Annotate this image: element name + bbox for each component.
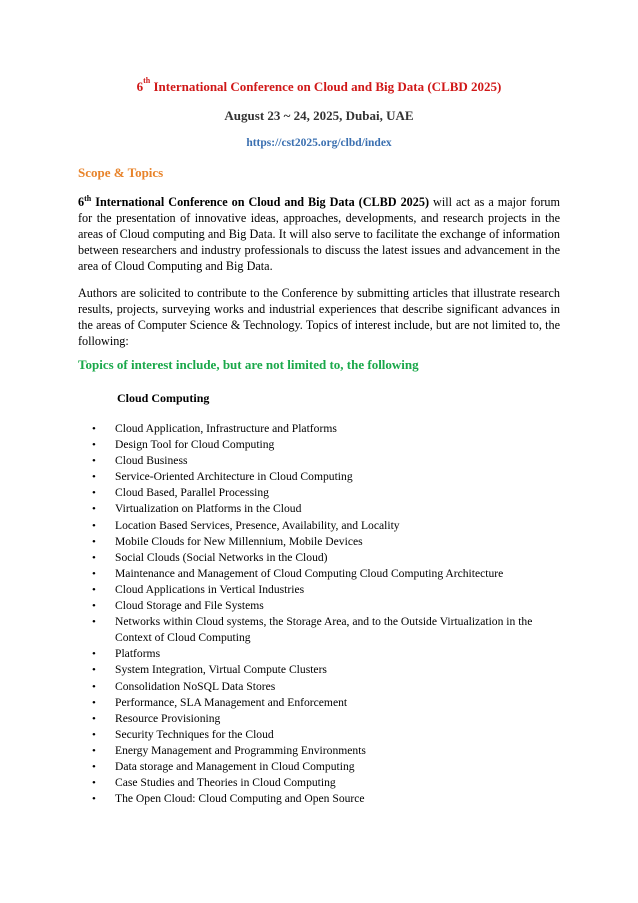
topic-list-item-text: Cloud Storage and File Systems bbox=[115, 599, 264, 613]
topic-list-item bbox=[92, 727, 562, 743]
topic-list-item bbox=[92, 469, 562, 485]
bullet-icon: • bbox=[92, 503, 96, 516]
intro-bold-rest: International Conference on Cloud and Big Data (CLBD 2025) bbox=[91, 195, 430, 209]
bullet-icon: • bbox=[92, 439, 96, 452]
topic-list-item-text: Consolidation NoSQL Data Stores bbox=[115, 679, 276, 693]
bullet-icon: • bbox=[92, 471, 96, 484]
topic-list-item bbox=[92, 775, 562, 791]
topic-list-item-text: Cloud Business bbox=[115, 454, 188, 468]
topic-list-item bbox=[92, 550, 562, 566]
intro-text: will act as a major forum for the presentation of innovative ideas, approaches, developments, and research projects in the areas of Cloud computing and Big Data. It will also serve to facilitate the exchange of information between researchers and industry professionals to discuss the latest issues and advancement in the area of Cloud Computing and Big Data. bbox=[78, 195, 560, 273]
conference-url-link[interactable]: https://cst2025.org/clbd/index bbox=[246, 137, 392, 149]
topic-list-item-text: Platforms bbox=[115, 647, 161, 661]
topic-list-item-text: System Integration, Virtual Compute Clusters bbox=[115, 663, 327, 677]
topic-list-item bbox=[92, 679, 562, 695]
topics-heading: Topics of interest include, but are not limited to, the following bbox=[78, 357, 419, 372]
bullet-icon: • bbox=[92, 744, 96, 757]
topic-list-item-text: Cloud Application, Infrastructure and Platforms bbox=[115, 422, 337, 435]
bullet-icon: • bbox=[92, 519, 96, 532]
topic-list-item bbox=[92, 791, 562, 807]
conference-date: August 23 ~ 24, 2025, Dubai, UAE bbox=[224, 108, 414, 123]
topic-list-item-text: Virtualization on Platforms in the Cloud bbox=[115, 502, 302, 516]
bullet-icon: • bbox=[92, 777, 96, 790]
bullet-icon: • bbox=[92, 535, 96, 548]
bullet-icon: • bbox=[92, 616, 96, 629]
bullet-icon: • bbox=[92, 664, 96, 677]
title-superscript: th bbox=[143, 76, 151, 85]
bullet-icon: • bbox=[92, 567, 96, 580]
topic-list-item bbox=[92, 421, 562, 437]
topic-list-item-text: Mobile Clouds for New Millennium, Mobile Devices bbox=[115, 534, 363, 548]
topic-list-item-text: Energy Management and Programming Environments bbox=[115, 743, 366, 757]
bullet-icon: • bbox=[92, 600, 96, 613]
bullet-icon: • bbox=[92, 583, 96, 596]
bullet-icon: • bbox=[92, 696, 96, 709]
topic-list-item-text: Resource Provisioning bbox=[115, 711, 221, 725]
topic-list-item-text: Security Techniques for the Cloud bbox=[115, 727, 274, 741]
bullet-icon: • bbox=[92, 455, 96, 468]
topic-list-item-text: Case Studies and Theories in Cloud Computing bbox=[115, 776, 336, 790]
topic-list-item-text: The Open Cloud: Cloud Computing and Open Source bbox=[115, 792, 365, 806]
topic-list-item bbox=[92, 566, 562, 582]
topic-list-item-text: Maintenance and Management of Cloud Computing Cloud Computing Architecture bbox=[115, 566, 504, 580]
topic-list-item-text: Location Based Services, Presence, Availability, and Locality bbox=[115, 518, 400, 532]
bullet-icon: • bbox=[92, 793, 96, 806]
title-prefix: 6 bbox=[136, 79, 144, 94]
topic-list-item bbox=[92, 711, 562, 727]
intro-paragraph bbox=[78, 194, 560, 274]
bullet-icon: • bbox=[92, 487, 96, 500]
conference-title bbox=[0, 76, 638, 95]
topic-list-item-text: Networks within Cloud systems, the Storage Area, and to the Outside Virtualization in the Context of Cloud Computing bbox=[115, 615, 533, 645]
topic-list-item bbox=[92, 582, 562, 598]
authors-paragraph: Authors are solicited to contribute to the Conference by submitting articles that illustrate research results, projects, surveying works and industrial experiences that describe significant advances in the areas of Computer Science & Technology. Topics of interest include, but are not limited to, the following: bbox=[78, 286, 560, 348]
cloud-computing-subheading: Cloud Computing bbox=[117, 391, 210, 405]
scope-heading: Scope & Topics bbox=[78, 165, 164, 180]
topic-list-item-text: Performance, SLA Management and Enforcement bbox=[115, 695, 348, 709]
topic-list-item bbox=[92, 695, 562, 711]
bullet-icon: • bbox=[92, 648, 96, 661]
topic-list-item-text: Data storage and Management in Cloud Computing bbox=[115, 759, 355, 773]
topic-list-item bbox=[92, 759, 562, 775]
topic-list-item bbox=[92, 437, 562, 453]
bullet-icon: • bbox=[92, 680, 96, 693]
topic-list-item bbox=[92, 534, 562, 550]
topic-list-item bbox=[92, 662, 562, 678]
topic-list-item bbox=[92, 743, 562, 759]
bullet-icon: • bbox=[92, 423, 96, 435]
bullet-icon: • bbox=[92, 551, 96, 564]
bullet-icon: • bbox=[92, 712, 96, 725]
intro-bold-title bbox=[78, 195, 429, 209]
topic-list-item bbox=[92, 485, 562, 501]
topic-list-item bbox=[92, 501, 562, 517]
intro-bold-superscript: th bbox=[84, 194, 92, 203]
topic-list bbox=[92, 421, 562, 807]
bullet-icon: • bbox=[92, 760, 96, 773]
topic-list-item bbox=[92, 453, 562, 469]
topic-list-item bbox=[92, 614, 562, 646]
topic-list-item-text: Social Clouds (Social Networks in the Cloud) bbox=[115, 550, 328, 564]
topic-list-item-text: Design Tool for Cloud Computing bbox=[115, 438, 275, 452]
topic-list-item bbox=[92, 646, 562, 662]
topic-list-item-text: Service-Oriented Architecture in Cloud Computing bbox=[115, 470, 353, 484]
intro-bold-prefix: 6 bbox=[78, 195, 85, 209]
topic-list-item bbox=[92, 518, 562, 534]
title-rest: International Conference on Cloud and Big Data (CLBD 2025) bbox=[150, 79, 502, 94]
bullet-icon: • bbox=[92, 728, 96, 741]
topic-list-item bbox=[92, 598, 562, 614]
topic-list-item-text: Cloud Based, Parallel Processing bbox=[115, 486, 269, 500]
topic-list-item-text: Cloud Applications in Vertical Industries bbox=[115, 582, 305, 596]
